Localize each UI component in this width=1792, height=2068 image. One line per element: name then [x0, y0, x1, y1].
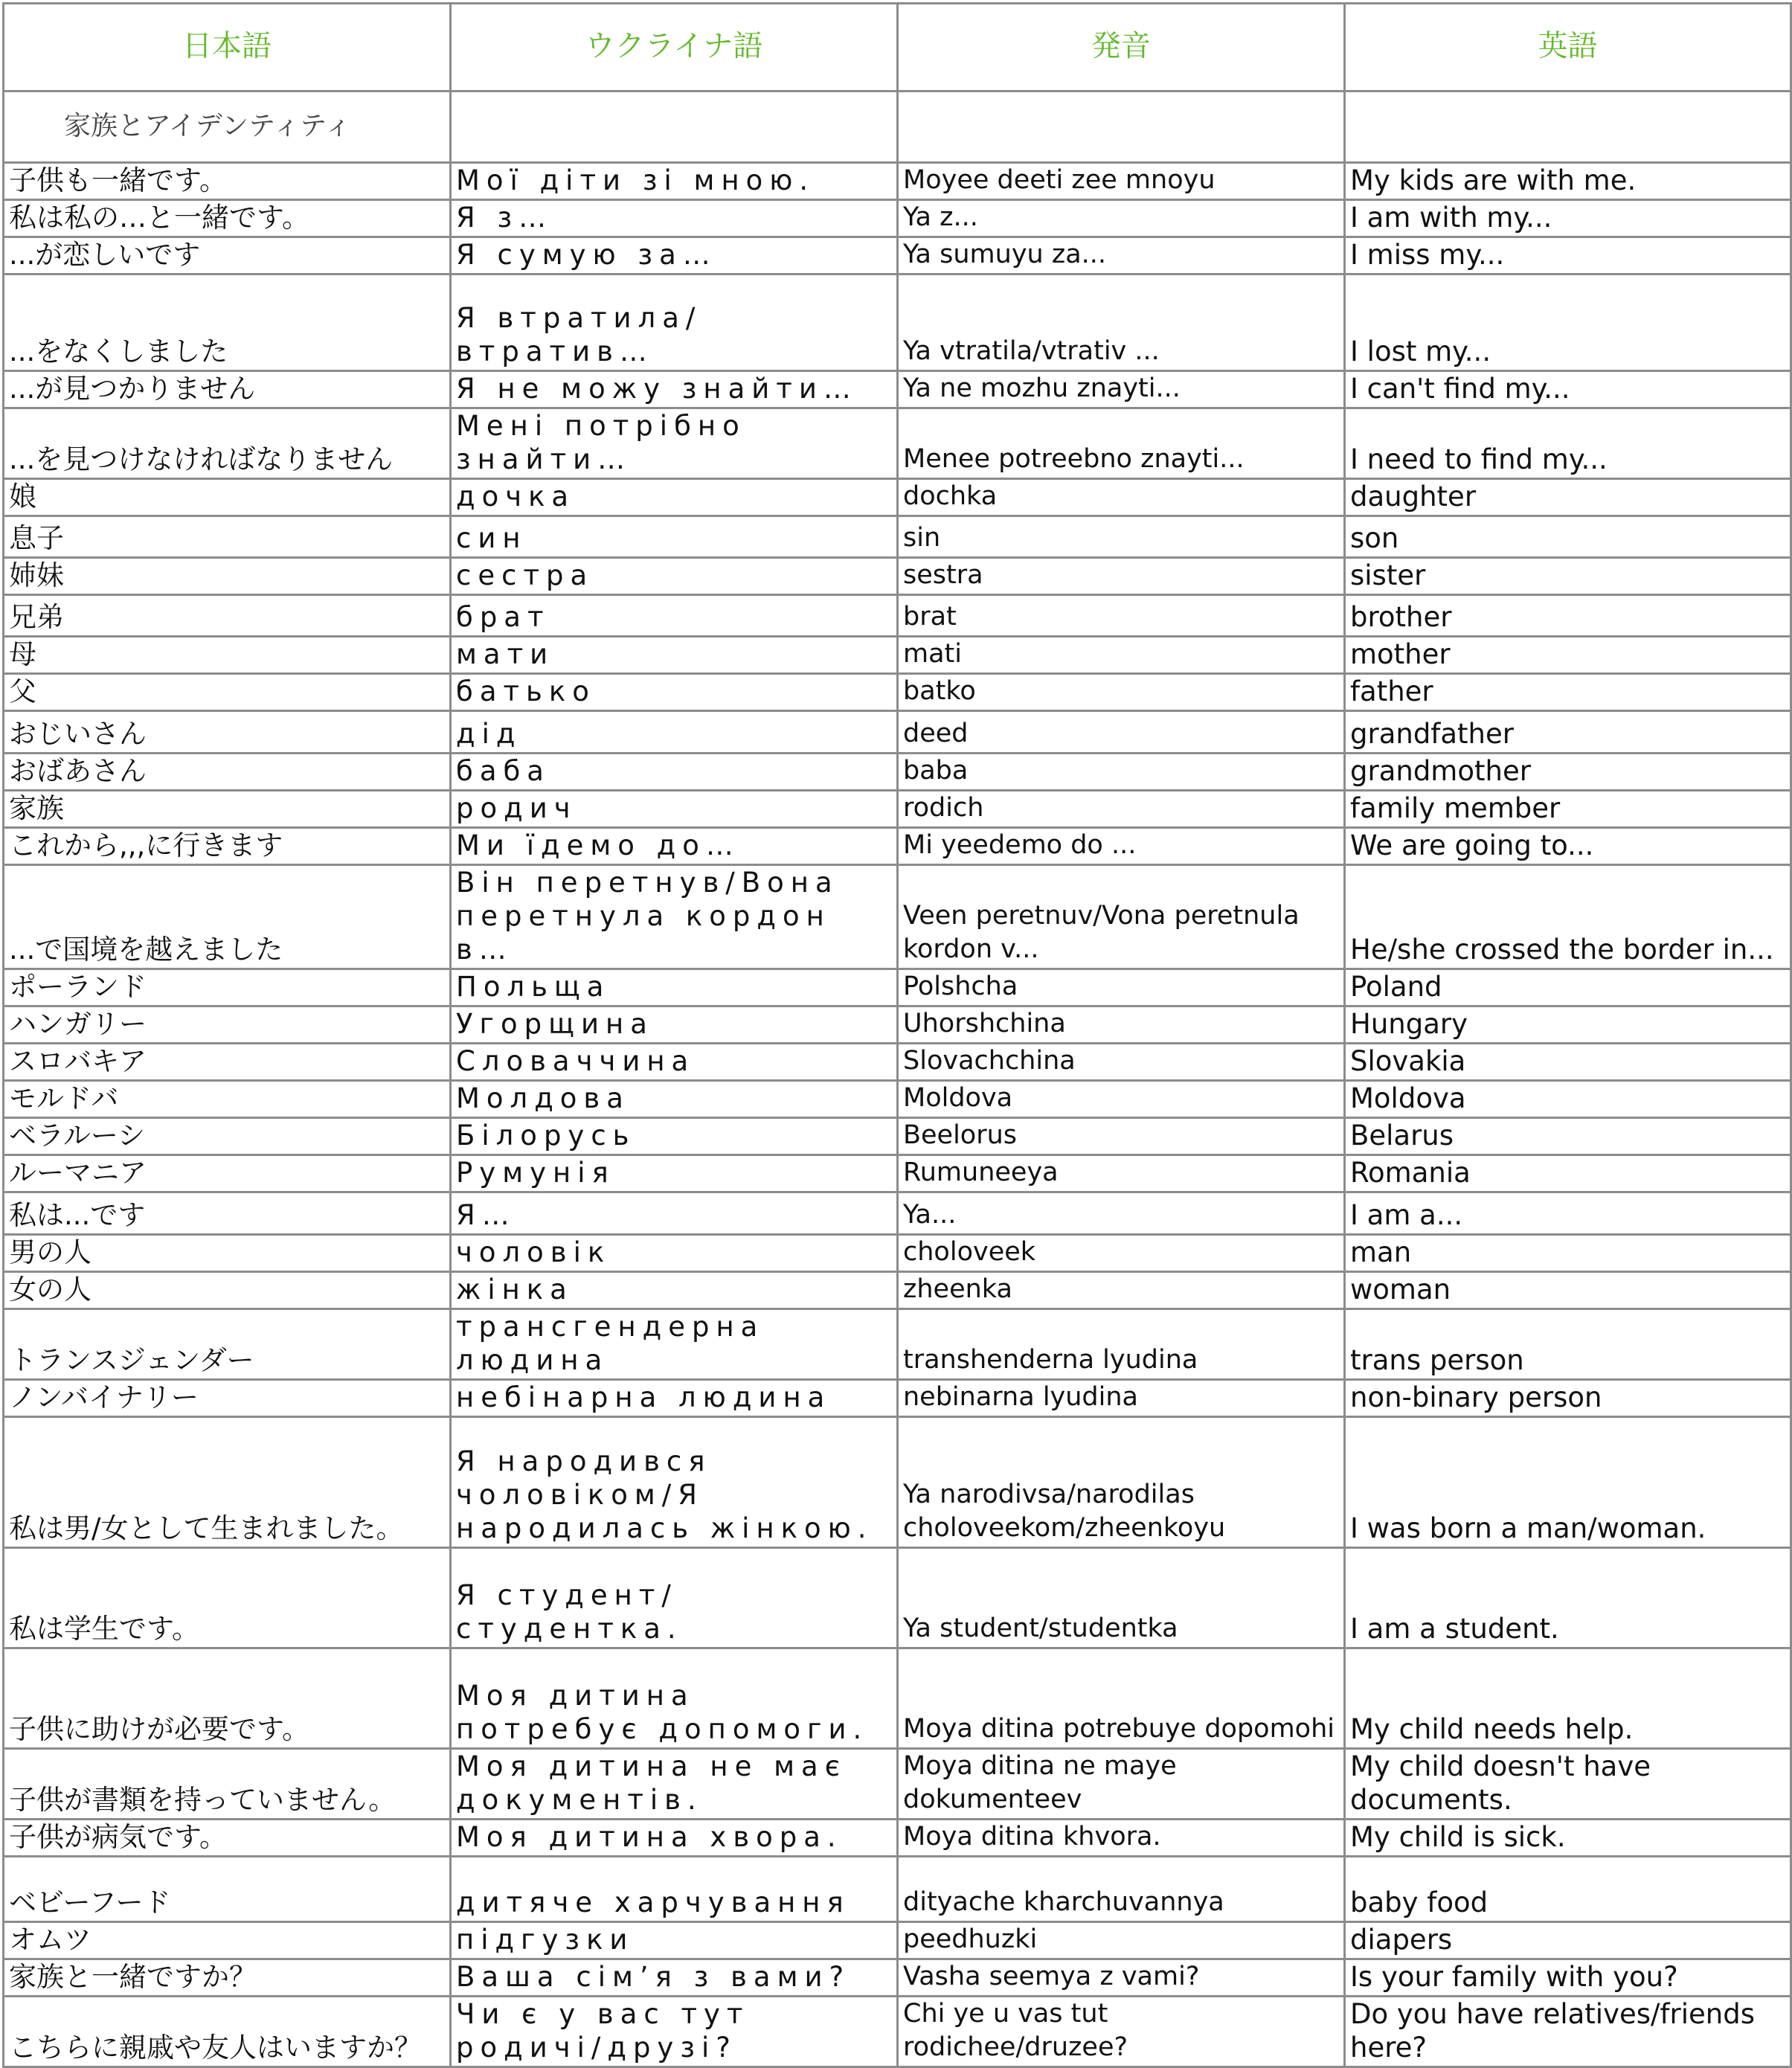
table-row: [4, 1548, 1791, 1648]
table-row: [4, 1006, 1791, 1044]
cell-english: daughter: [1345, 479, 1791, 516]
cell-japanese: 子供に助けが必要です。: [4, 1648, 451, 1749]
table-row: [4, 711, 1791, 754]
cell-pronunciation: Moya ditina potrebuye dopomohi: [898, 1648, 1345, 1749]
cell-ukrainian: Мої діти зі мною.: [451, 163, 898, 200]
cell-english: family member: [1345, 791, 1791, 828]
cell-ukrainian: Моя дитина потребує допомоги.: [451, 1648, 898, 1749]
table-row: [4, 828, 1791, 865]
cell-ukrainian: батько: [451, 674, 898, 711]
cell-ukrainian: підгузки: [451, 1922, 898, 1959]
cell-pronunciation: Slovachchina: [898, 1044, 1345, 1081]
cell-pronunciation: Beelorus: [898, 1118, 1345, 1155]
cell-pronunciation: Moldova: [898, 1081, 1345, 1118]
table-row: [4, 274, 1791, 371]
table-row: [4, 1044, 1791, 1081]
cell-english: mother: [1345, 637, 1791, 674]
cell-pronunciation: baba: [898, 754, 1345, 791]
cell-english: I need to find my...: [1345, 408, 1791, 479]
cell-ukrainian: трансгендерна людина: [451, 1309, 898, 1380]
section-empty-cell: [451, 91, 898, 163]
cell-english: I lost my...: [1345, 274, 1791, 371]
table-row: [4, 1380, 1791, 1417]
cell-ukrainian: Білорусь: [451, 1118, 898, 1155]
cell-english: Poland: [1345, 969, 1791, 1006]
table-row: [4, 1857, 1791, 1922]
cell-pronunciation: peedhuzki: [898, 1922, 1345, 1959]
cell-pronunciation: Veen peretnuv/Vona peretnula kordon v...: [898, 865, 1345, 969]
cell-ukrainian: Я сумую за…: [451, 237, 898, 274]
cell-japanese: 姉妹: [4, 558, 451, 595]
cell-ukrainian: мати: [451, 637, 898, 674]
table-row: [4, 1922, 1791, 1959]
table-row: [4, 1959, 1791, 1997]
cell-japanese: モルドバ: [4, 1081, 451, 1118]
cell-pronunciation: mati: [898, 637, 1345, 674]
table-row: [4, 1155, 1791, 1192]
cell-english: I am with my...: [1345, 200, 1791, 237]
cell-ukrainian: Я…: [451, 1192, 898, 1235]
cell-english: I was born a man/woman.: [1345, 1417, 1791, 1548]
cell-ukrainian: небінарна людина: [451, 1380, 898, 1417]
header-row: [4, 4, 1791, 91]
table-row: [4, 1235, 1791, 1272]
cell-japanese: オムツ: [4, 1922, 451, 1959]
cell-japanese: ...をなくしました: [4, 274, 451, 371]
cell-japanese: スロバキア: [4, 1044, 451, 1081]
table-row: [4, 865, 1791, 969]
cell-japanese: 男の人: [4, 1235, 451, 1272]
cell-english: Hungary: [1345, 1006, 1791, 1044]
cell-pronunciation: Menee potreebno znayti...: [898, 408, 1345, 479]
cell-ukrainian: Мені потрібно знайти…: [451, 408, 898, 479]
cell-pronunciation: dochka: [898, 479, 1345, 516]
cell-japanese: ハンガリー: [4, 1006, 451, 1044]
section-row: [4, 91, 1791, 163]
cell-pronunciation: transhenderna lyudina: [898, 1309, 1345, 1380]
cell-english: My child needs help.: [1345, 1648, 1791, 1749]
cell-ukrainian: Я народився чоловіком/Я народилась жінкою.: [451, 1417, 898, 1548]
cell-english: Moldova: [1345, 1081, 1791, 1118]
table-row: [4, 1192, 1791, 1235]
cell-ukrainian: чоловік: [451, 1235, 898, 1272]
cell-ukrainian: баба: [451, 754, 898, 791]
cell-pronunciation: Chi ye u vas tut rodichee/druzee?: [898, 1997, 1345, 2067]
cell-ukrainian: Моя дитина хвора.: [451, 1820, 898, 1857]
table-row: [4, 754, 1791, 791]
cell-pronunciation: Ya z...: [898, 200, 1345, 237]
cell-pronunciation: Ya vtratila/vtrativ ...: [898, 274, 1345, 371]
cell-japanese: 父: [4, 674, 451, 711]
cell-ukrainian: Моя дитина не має документів.: [451, 1749, 898, 1820]
table-row: [4, 637, 1791, 674]
cell-ukrainian: сестра: [451, 558, 898, 595]
table-row: [4, 479, 1791, 516]
cell-ukrainian: жінка: [451, 1272, 898, 1309]
table-row: [4, 237, 1791, 274]
cell-ukrainian: Я втратила/втратив…: [451, 274, 898, 371]
cell-english: sister: [1345, 558, 1791, 595]
cell-ukrainian: син: [451, 516, 898, 558]
cell-japanese: 私は...です: [4, 1192, 451, 1235]
header-pronunciation: 発音: [898, 4, 1345, 91]
cell-ukrainian: Угорщина: [451, 1006, 898, 1044]
cell-japanese: おじいさん: [4, 711, 451, 754]
cell-english: My kids are with me.: [1345, 163, 1791, 200]
cell-pronunciation: Uhorshchina: [898, 1006, 1345, 1044]
cell-pronunciation: Rumuneeya: [898, 1155, 1345, 1192]
cell-english: I miss my...: [1345, 237, 1791, 274]
cell-japanese: ...が見つかりません: [4, 371, 451, 408]
table-row: [4, 1997, 1791, 2067]
cell-english: man: [1345, 1235, 1791, 1272]
cell-japanese: こちらに親戚や友人はいますか？: [4, 1997, 451, 2067]
table-row: [4, 595, 1791, 637]
cell-english: I can't find my...: [1345, 371, 1791, 408]
cell-pronunciation: rodich: [898, 791, 1345, 828]
cell-japanese: ...が恋しいです: [4, 237, 451, 274]
cell-pronunciation: Ya...: [898, 1192, 1345, 1235]
cell-pronunciation: Moyee deeti zee mnoyu: [898, 163, 1345, 200]
cell-pronunciation: Vasha seemya z vami?: [898, 1959, 1345, 1997]
cell-pronunciation: Moya ditina khvora.: [898, 1820, 1345, 1857]
table-row: [4, 1081, 1791, 1118]
table-row: [4, 1309, 1791, 1380]
cell-english: Slovakia: [1345, 1044, 1791, 1081]
cell-english: trans person: [1345, 1309, 1791, 1380]
cell-english: Belarus: [1345, 1118, 1791, 1155]
cell-english: My child is sick.: [1345, 1820, 1791, 1857]
table-row: [4, 516, 1791, 558]
cell-english: We are going to...: [1345, 828, 1791, 865]
cell-japanese: 子供も一緒です。: [4, 163, 451, 200]
cell-ukrainian: Він перетнув/Вона перетнула кордон в…: [451, 865, 898, 969]
cell-english: My child doesn't have documents.: [1345, 1749, 1791, 1820]
cell-pronunciation: choloveek: [898, 1235, 1345, 1272]
cell-ukrainian: Ми їдемо до…: [451, 828, 898, 865]
cell-english: Is your family with you?: [1345, 1959, 1791, 1997]
table-row: [4, 1417, 1791, 1548]
cell-japanese: 子供が病気です。: [4, 1820, 451, 1857]
cell-japanese: 子供が書類を持っていません。: [4, 1749, 451, 1820]
table-row: [4, 969, 1791, 1006]
cell-japanese: 私は私の…と一緒です。: [4, 200, 451, 237]
table-row: [4, 163, 1791, 200]
cell-english: grandmother: [1345, 754, 1791, 791]
cell-japanese: 家族と一緒ですか？: [4, 1959, 451, 1997]
header-english: 英語: [1345, 4, 1791, 91]
cell-pronunciation: sin: [898, 516, 1345, 558]
phrase-table: [2, 2, 1792, 2068]
cell-japanese: 女の人: [4, 1272, 451, 1309]
cell-ukrainian: Я з…: [451, 200, 898, 237]
cell-english: I am a...: [1345, 1192, 1791, 1235]
cell-pronunciation: zheenka: [898, 1272, 1345, 1309]
cell-japanese: ノンバイナリー: [4, 1380, 451, 1417]
cell-ukrainian: дід: [451, 711, 898, 754]
cell-ukrainian: Я не можу знайти…: [451, 371, 898, 408]
cell-japanese: ポーランド: [4, 969, 451, 1006]
table-row: [4, 371, 1791, 408]
cell-ukrainian: дочка: [451, 479, 898, 516]
cell-japanese: これから,,,に行きます: [4, 828, 451, 865]
table-row: [4, 1118, 1791, 1155]
cell-ukrainian: Чи є у вас тут родичі/друзі?: [451, 1997, 898, 2067]
cell-english: father: [1345, 674, 1791, 711]
cell-japanese: 母: [4, 637, 451, 674]
header-ukrainian: ウクライナ語: [451, 4, 898, 91]
cell-english: Do you have relatives/friends here?: [1345, 1997, 1791, 2067]
cell-ukrainian: Словаччина: [451, 1044, 898, 1081]
cell-japanese: ...を見つけなければなりません: [4, 408, 451, 479]
cell-japanese: トランスジェンダー: [4, 1309, 451, 1380]
cell-ukrainian: Ваша сім’я з вами?: [451, 1959, 898, 1997]
section-title: 家族とアイデンティティ: [4, 91, 451, 163]
cell-japanese: 息子: [4, 516, 451, 558]
cell-english: son: [1345, 516, 1791, 558]
cell-english: He/she crossed the border in...: [1345, 865, 1791, 969]
cell-english: woman: [1345, 1272, 1791, 1309]
cell-pronunciation: Ya sumuyu za...: [898, 237, 1345, 274]
table-row: [4, 674, 1791, 711]
cell-english: grandfather: [1345, 711, 1791, 754]
table-row: [4, 1749, 1791, 1820]
table-row: [4, 791, 1791, 828]
cell-japanese: ベラルーシ: [4, 1118, 451, 1155]
cell-pronunciation: Mi yeedemo do ...: [898, 828, 1345, 865]
table-row: [4, 408, 1791, 479]
cell-japanese: おばあさん: [4, 754, 451, 791]
cell-japanese: 娘: [4, 479, 451, 516]
cell-pronunciation: dityache kharchuvannya: [898, 1857, 1345, 1922]
cell-japanese: ...で国境を越えました: [4, 865, 451, 969]
cell-english: non-binary person: [1345, 1380, 1791, 1417]
cell-pronunciation: sestra: [898, 558, 1345, 595]
table-row: [4, 200, 1791, 237]
cell-japanese: 兄弟: [4, 595, 451, 637]
header-japanese: 日本語: [4, 4, 451, 91]
cell-japanese: ベビーフード: [4, 1857, 451, 1922]
cell-english: baby food: [1345, 1857, 1791, 1922]
cell-ukrainian: Польща: [451, 969, 898, 1006]
table-row: [4, 1648, 1791, 1749]
section-empty-cell: [1345, 91, 1791, 163]
cell-pronunciation: Moya ditina ne maye dokumenteev: [898, 1749, 1345, 1820]
cell-japanese: 私は男/女として生まれました。: [4, 1417, 451, 1548]
cell-pronunciation: Ya narodivsa/narodilas choloveekom/zheenkoyu: [898, 1417, 1345, 1548]
section-empty-cell: [898, 91, 1345, 163]
cell-english: diapers: [1345, 1922, 1791, 1959]
cell-english: I am a student.: [1345, 1548, 1791, 1648]
cell-pronunciation: batko: [898, 674, 1345, 711]
cell-pronunciation: nebinarna lyudina: [898, 1380, 1345, 1417]
cell-japanese: 私は学生です。: [4, 1548, 451, 1648]
table-row: [4, 1820, 1791, 1857]
table-row: [4, 558, 1791, 595]
cell-japanese: 家族: [4, 791, 451, 828]
cell-english: brother: [1345, 595, 1791, 637]
cell-ukrainian: Румунія: [451, 1155, 898, 1192]
cell-english: Romania: [1345, 1155, 1791, 1192]
cell-ukrainian: дитяче харчування: [451, 1857, 898, 1922]
cell-ukrainian: Я студент/студентка.: [451, 1548, 898, 1648]
cell-pronunciation: Polshcha: [898, 969, 1345, 1006]
cell-pronunciation: Ya student/studentka: [898, 1548, 1345, 1648]
cell-ukrainian: брат: [451, 595, 898, 637]
table-row: [4, 1272, 1791, 1309]
cell-ukrainian: родич: [451, 791, 898, 828]
cell-ukrainian: Молдова: [451, 1081, 898, 1118]
cell-pronunciation: Ya ne mozhu znayti...: [898, 371, 1345, 408]
cell-japanese: ルーマニア: [4, 1155, 451, 1192]
cell-pronunciation: brat: [898, 595, 1345, 637]
cell-pronunciation: deed: [898, 711, 1345, 754]
